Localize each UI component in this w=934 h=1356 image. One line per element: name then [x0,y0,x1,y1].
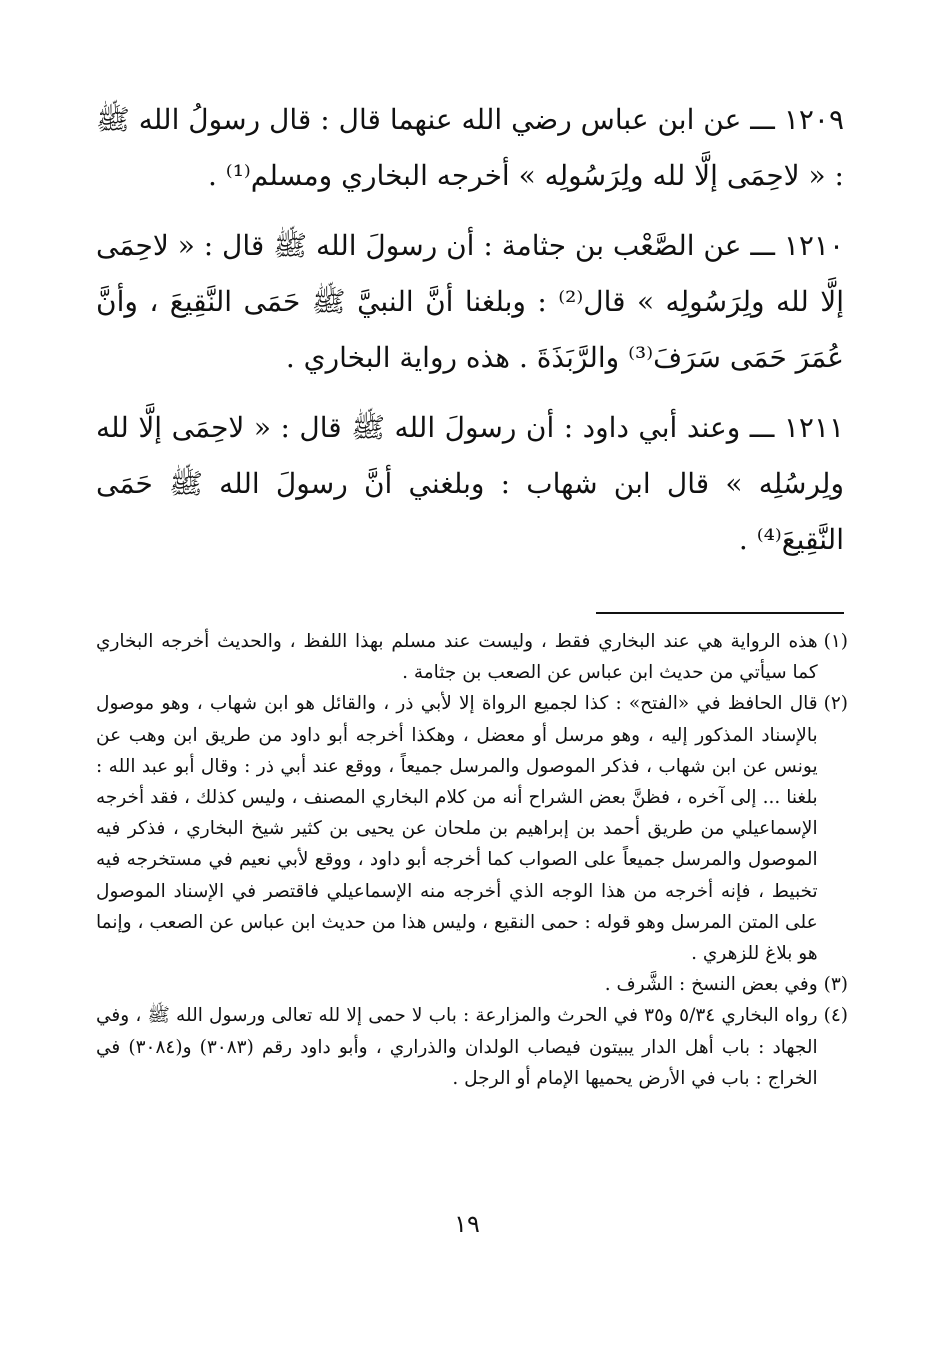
footnote-text: وفي بعض النسخ : الشَّرف . [604,974,818,996]
footnote-text: رواه البخاري ٥/٣٤ و٣٥ في الحرث والمزارعة : باب لا حمى إلا لله تعالى ورسول الله ﷺ ، وفي الجهاد : باب أهل الدار يبيتون فيصاب الولدان والذراري ، وأبو داود رقم (٣٠٨٣) و(٣٠٨٤) في الخراج : باب في الأرض يحميها الإمام أو الرجل . [96,1005,818,1089]
footnote-number: (٤) [823,1005,848,1027]
footnotes [96,626,848,1094]
hadith-number: ١٢١٠ [783,229,844,262]
page-number: ١٩ [454,1210,480,1238]
footnote-number: (٢) [823,693,848,715]
footnote-3 [96,969,848,1000]
footnote-text: قال الحافظ في «الفتح» : كذا لجميع الرواة إلا لأبي ذر ، والقائل هو ابن شهاب ، وهو موصول بالإسناد المذكور إليه ، وهو مرسل أو معضل ، وهكذا أخرجه أبو داود من طريق ابن وهب عن يونس عن ابن شهاب ، فذكر الموصول والمرسل جميعاً ، ووقع عند أبي ذر : وقال أبو عبد الله : بلغنا ... إلى آخره ، فظنَّ بعض الشراح أنه من كلام البخاري المصنف ، وليس كذلك ، فقد أخرجه الإسماعيلي من طريق أحمد بن إبراهيم بن ملحان عن يحيى بن كثير شيخ البخاري ، فذكر فيه الموصول والمرسل جميعاً على الصواب كما أخرجه أبو داود ، ووقع لأبي نعيم في مستخرجه فيه تخبيط ، فإنه أخرجه من هذا الوجه الذي أخرجه منه الإسماعيلي فاقتصر في الإسناد الموصول على المتن المرسل وهو قوله : حمى النقيع ، وليس هذا من حديث ابن عباس عن الصعب ، وإنما هو بلاغ للزهري . [96,693,818,965]
footnote-2 [96,688,848,969]
footnote-4 [96,1000,848,1094]
footnote-number: (١) [823,631,848,652]
hadith-text: عن ابن عباس رضي الله عنهما قال : قال رسولُ الله ﷺ : « لاحِمَى إلَّا لله ولِرَسُولِه » أخرجه البخاري ومسلم⁽¹⁾ . [96,103,844,192]
footnote-separator [596,612,844,614]
footnote-1 [96,626,848,688]
hadith-1211: ١٢١١ ـــ وعند أبي داود : أن رسولَ الله ﷺ قال : « لاحِمَى إلَّا لله ولِرسُلِه » قال ابن شهاب : وبلغني أنَّ رسولَ الله ﷺ حَمَى النَّقِيعَ⁽⁴⁾ . [96,411,845,556]
hadith-text: وعند أبي داود : أن رسولَ الله ﷺ قال : « لاحِمَى إلَّا لله ولِرسُلِه » قال ابن شهاب : وبلغني أنَّ رسولَ الله ﷺ حَمَى النَّقِيعَ⁽⁴⁾ . [96,411,844,556]
hadith-1209: ١٢٠٩ ـــ عن ابن عباس رضي الله عنهما قال : قال رسولُ الله ﷺ : « لاحِمَى إلَّا لله ولِرَسُولِه » أخرجه البخاري ومسلم⁽¹⁾ . [96,103,844,192]
footnote-text: هذه الرواية هي عند البخاري فقط ، وليست عند مسلم بهذا اللفظ ، والحديث أخرجه البخاري كما سيأتي من حديث ابن عباس عن الصعب بن جثامة . [96,631,818,684]
main-text [96,92,844,582]
hadith-1210: ١٢١٠ ـــ عن الصَّعْب بن جثامة : أن رسولَ الله ﷺ قال : « لاحِمَى إلَّا لله ولِرَسُولِه » قال⁽²⁾ : وبلغنا أنَّ النبيَّ ﷺ حَمَى النَّقِيعَ ، وأنَّ عُمَرَ حَمَى سَرَفَ⁽³⁾ والرَّبَذَةَ . هذه رواية البخاري . [95,229,844,374]
hadith-text: عن الصَّعْب بن جثامة : أن رسولَ الله ﷺ قال : « لاحِمَى إلَّا لله ولِرَسُولِه » قال⁽²⁾ : وبلغنا أنَّ النبيَّ ﷺ حَمَى النَّقِيعَ ، وأنَّ عُمَرَ حَمَى سَرَفَ⁽³⁾ والرَّبَذَةَ . هذه رواية البخاري . [95,229,844,374]
footnote-number: (٣) [823,974,848,996]
hadith-number: ١٢١١ [783,411,845,444]
hadith-number: ١٢٠٩ [783,103,844,136]
